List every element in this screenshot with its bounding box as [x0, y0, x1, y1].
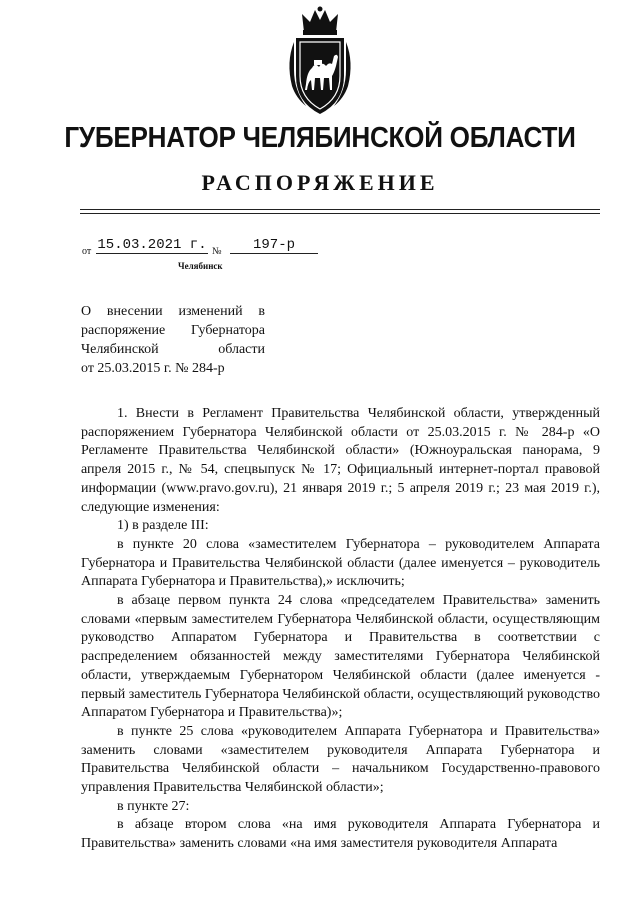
document-date: 15.03.2021 г. — [97, 237, 207, 253]
body-paragraph: 1. Внести в Регламент Правительства Челябинской области, утвержденный распоряжением Губернатора Челябинской области от 25.03.2015 г. № 284-р «О Регламенте Правительства Челябинской области» (Южноуральская панорама, 9 апреля 2015 г., № 54, спецвыпуск № 17; Официальный интернет-портал правовой информации (www.pravo.gov.ru), 21 января 2019 г.; 5 апреля 2019 г.; 23 мая 2019 г.), следующие изменения: — [81, 406, 600, 515]
document-type-title: РАСПОРЯЖЕНИЕ — [201, 170, 439, 195]
body-paragraph: в пункте 20 слова «заместителем Губернатора – руководителем Аппарата Губернатора и Правительства Челябинской области (далее именуется – руководитель Аппарата Губернатора и Правительства),» исключить; — [81, 536, 600, 590]
body-paragraph: 1) в разделе III: — [117, 518, 209, 534]
header-divider-bottom — [80, 213, 600, 214]
document-subject — [81, 302, 265, 378]
date-prefix-label: от — [82, 246, 92, 257]
subject-line: О внесении изменений в — [81, 304, 265, 319]
body-paragraph: в пункте 27: — [117, 798, 190, 814]
document-number: 197-р — [230, 237, 318, 254]
body-paragraph: в пункте 25 слова «руководителем Аппарата Губернатора и Правительства» заменить словами «заместителем руководителя Аппарата Губернатора и Правительства Челябинской области – начальником Государственно-правового управления Правительства Челябинской области»; — [81, 723, 600, 796]
body-paragraph: в абзаце втором слова «на имя руководителя Аппарата Губернатора и Правительства» заменить словами «на имя заместителя руководителя Аппарата — [81, 817, 600, 852]
header-divider-top — [80, 209, 600, 210]
document-body — [81, 405, 600, 854]
number-label: № — [212, 246, 222, 257]
issuing-authority-title: ГУБЕРНАТОР ЧЕЛЯБИНСКОЙ ОБЛАСТИ — [64, 122, 576, 154]
coat-of-arms-emblem — [282, 6, 358, 118]
subject-line: Челябинской области — [81, 342, 265, 357]
document-city: Челябинск — [178, 261, 223, 271]
document-requisites — [82, 237, 442, 259]
crown-icon — [302, 7, 338, 36]
subject-line: распоряжение Губернатора — [81, 323, 265, 338]
subject-line: от 25.03.2015 г. № 284-р — [81, 361, 225, 376]
body-paragraph: в абзаце первом пункта 24 слова «председателем Правительства» заменить словами «первым заместителем Губернатора Челябинской области, осуществляющим руководство Аппаратом Губернатора и Правительства в соответствии с распределением обязанностей между заместителями Губернатора Челябинской области, утверждаемым Губернатором Челябинской области (далее именуется - первый заместитель Губернатора Челябинской области, осуществляющий руководство Аппаратом Губернатора и Правительства)»; — [81, 593, 600, 721]
